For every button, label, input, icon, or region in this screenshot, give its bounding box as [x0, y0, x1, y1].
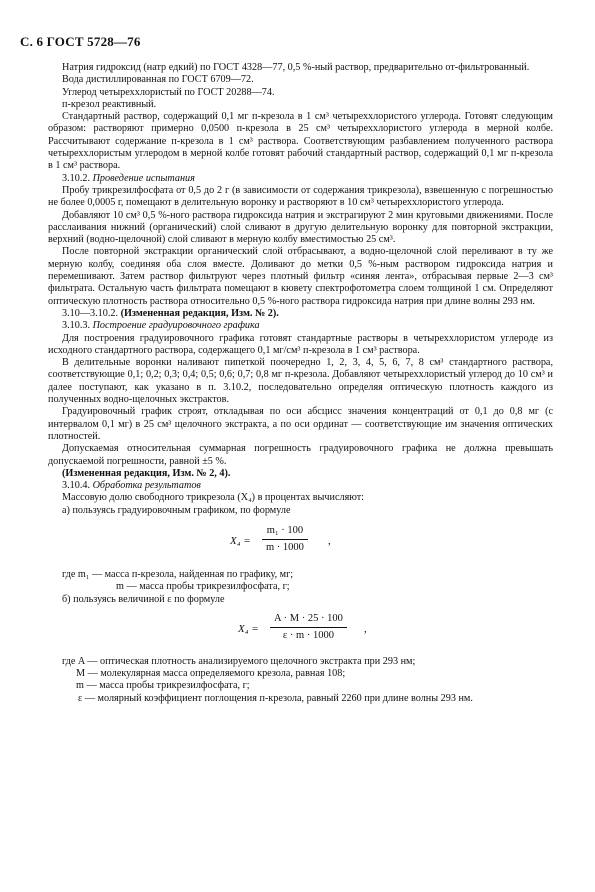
formula-2-definitions	[48, 656, 553, 705]
definition-M: M — молекулярная масса определяемого крезола, равная 108;	[76, 668, 346, 680]
formula-1	[48, 517, 553, 569]
reagent-naoh: Натрия гидроксид (натр едкий) по ГОСТ 4328—77, 0,5 %-ный раствор, предварительно от-фильтрованный.	[62, 62, 530, 73]
section-title: Построение градуировочного графика	[92, 320, 260, 332]
mass-fraction-paragraph: Массовую долю свободного трикрезола (X₄) в процентах вычисляют:	[62, 492, 365, 504]
section-3-10-3	[48, 320, 553, 332]
formula-2	[48, 606, 553, 656]
sample-paragraph: Пробу трикрезилфосфата от 0,5 до 2 г (в зависимости от содержания трикрезола), взвешенную с погрешностью не более 0,0005 г, помещают в делительную воронку и растворяют в 10 см³ четыреххлористого углерода.	[48, 184, 553, 209]
section-number: 3.10.3.	[62, 320, 91, 332]
section-title: Обработка результатов	[92, 480, 201, 492]
definition-m1: где m₁ — масса п-крезола, найденная по графику, мг;	[62, 568, 294, 580]
formula-1-comma: ,	[328, 534, 331, 547]
formula-1-fraction	[262, 525, 308, 555]
calibration-paragraph-3: Градуировочный график строят, откладывая по оси абсцисс значения концентраций от 0,1 до 0,8 мг (с интервалом 0,1 мг) в 25 см³ щелочного экстракта, а по оси ординат — соответствующие им значения оптических плотностей.	[48, 406, 553, 442]
amendment-note-1	[48, 308, 553, 320]
document-body	[48, 62, 553, 705]
amendment-text: (Измененная редакция, Изм. № 2).	[120, 307, 279, 319]
reagent-cresol: п-крезол реактивный.	[62, 98, 157, 110]
calibration-paragraph-2: В делительные воронки наливают пипеткой поочередно 1, 2, 3, 4, 5, 6, 7, 8 см³ стандартного раствора, соответствующие 0,1; 0,2; 0,3; 0,4; 0,5; 0,6; 0,7; 0,8 мг п-крезола. Добавляют четыреххлористый углерод до 10 см³ и далее поступают, как указано в п. 3.10.2, последовательно определяя оптическую плотность каждого из полученных водно-щелочных экстрактов.	[48, 357, 553, 406]
section-3-10-4	[48, 480, 553, 492]
section-3-10-2	[48, 173, 553, 185]
method-b-paragraph: б) пользуясь величиной ε по формуле	[62, 593, 225, 605]
formula-2-lhs: X₄ =	[238, 622, 259, 635]
standard-solution-paragraph: Стандартный раствор, содержащий 0,1 мг п-крезола в 1 см³ четыреххлористого углерода. Готовят следующим образом: растворяют примерно 0,0500 п-крезола в 25 см³ четыреххлористого углерода в мерной колбе. Рассчитывают содержание п-крезола в 1 см³ раствора. Соответствующим разбавлением полученного раствора четыреххлористым углеродом в мерной колбе готовят рабочий стандартный раствор, содержащий 0,1 мг п-крезола в 1 см³ раствора.	[48, 111, 553, 172]
reagent-ccl4: Углерод четыреххлористый по ГОСТ 20288—74.	[62, 86, 275, 98]
extraction-paragraph: Добавляют 10 см³ 0,5 %-ного раствора гидроксида натрия и экстрагируют 2 мин круговыми движениями. После расслаивания нижний (органический) слой сливают в другую делительную воронку для повторной экстракции, верхний (водно-щелочной) слой сливают в мерную колбу вместимостью 25 см³.	[48, 209, 553, 246]
calibration-paragraph-4: Допускаемая относительная суммарная погрешность градуировочного графика не должна превышать допускаемой погрешности, равной ±5 %.	[48, 443, 553, 467]
after-extraction-paragraph: После повторной экстракции органический слой отбрасывают, а водно-щелочной слой переливают в ту же мерную колбу, соединяя оба слоя вместе. Доливают до метки 0,5 %-ным раствором гидроксида натрия и перемешивают. Затем раствор фильтруют через плотный фильтр «синяя лента», отбрасывая первые 2—3 см³ фильтрата. Остальную часть фильтрата помещают в кювету спектрофотометра слоем толщиной 1 см. Определяют оптическую плотность раствора относительно 0,5 %-ного раствора гидроксида натрия при длине волны 293 нм.	[48, 246, 553, 307]
section-title: Проведение испытания	[92, 172, 195, 184]
formula-1-denominator: m · 1000	[262, 539, 308, 554]
formula-1-numerator: m₁ · 100	[266, 524, 304, 536]
formula-2-numerator: A · M · 25 · 100	[274, 612, 343, 624]
formula-2-comma: ,	[364, 622, 367, 635]
calibration-paragraph-1: Для построения градуировочного графика готовят стандартные растворы в четыреххлористом углероде из исходного стандартного раствора, содержащего 0,1 мг/см³ п-крезола в 1 см³ раствора.	[48, 332, 553, 356]
definition-epsilon: ε — молярный коэффициент поглощения п-крезола, равный 2260 при длине волны 293 нм.	[78, 692, 473, 704]
definition-A: где A — оптическая плотность анализируемого щелочного экстракта при 293 нм;	[62, 655, 416, 667]
amendment-prefix: 3.10—3.10.2.	[62, 307, 119, 319]
formula-2-denominator: ε · m · 1000	[270, 627, 347, 642]
page-header: С. 6 ГОСТ 5728—76	[20, 34, 141, 49]
formula-2-fraction	[270, 613, 347, 643]
reagent-water: Вода дистиллированная по ГОСТ 6709—72.	[62, 74, 254, 86]
definition-m: m — масса пробы трикрезилфосфата, г;	[116, 581, 290, 593]
formula-1-definitions	[48, 569, 553, 594]
amendment-note-2: (Измененная редакция, Изм. № 2, 4).	[62, 467, 231, 479]
section-number: 3.10.2.	[62, 172, 91, 184]
definition-m: m — масса пробы трикрезилфосфата, г;	[76, 680, 250, 692]
method-a-paragraph: а) пользуясь градуировочным графиком, по формуле	[62, 504, 291, 516]
section-number: 3.10.4.	[62, 480, 91, 492]
formula-1-lhs: X₄ =	[230, 534, 251, 547]
